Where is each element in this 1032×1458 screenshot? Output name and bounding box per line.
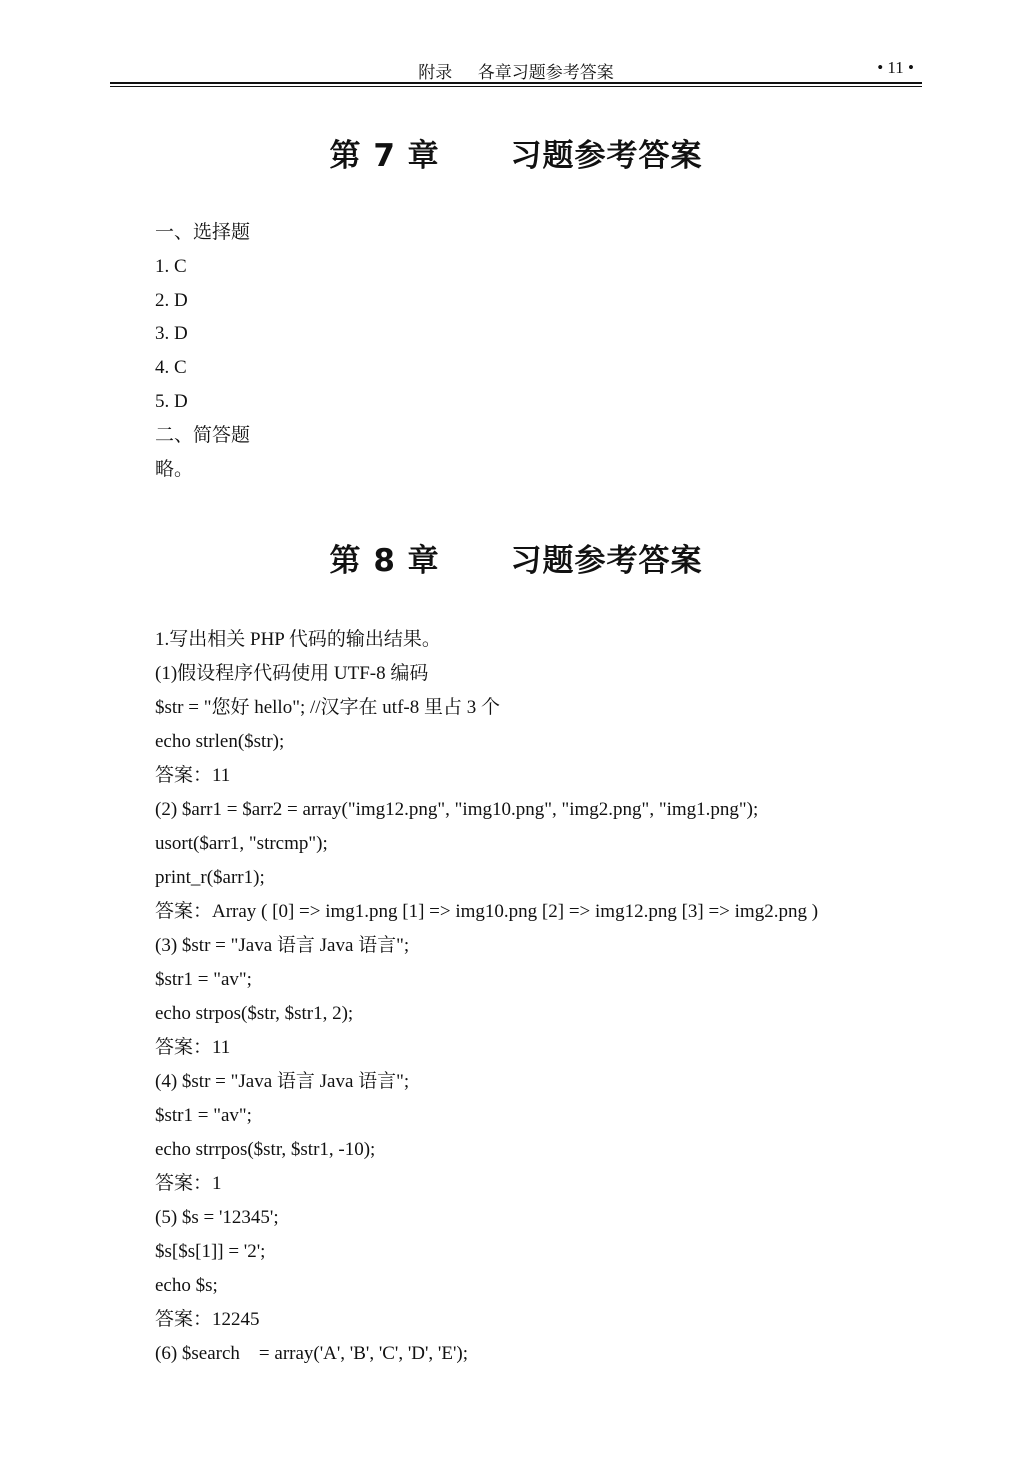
ch8-code-line: $str1 = "av";: [155, 969, 252, 990]
ch7-section-choice-heading: 一、选择题: [155, 222, 251, 243]
ch8-question-heading: 1.写出相关 PHP 代码的输出结果。: [155, 629, 441, 650]
header-rule-thin: [110, 86, 922, 87]
ch8-code-line: echo strrpos($str, $str1, -10);: [155, 1139, 376, 1160]
ch8-code-line: print_r($arr1);: [155, 867, 265, 888]
ch7-answer-2: 2. D: [155, 290, 188, 311]
ch8-code-line: (5) $s = '12345';: [155, 1207, 279, 1228]
ch8-code-line: usort($arr1, "strcmp");: [155, 833, 328, 854]
ch8-code-line: (6) $search = array('A', 'B', 'C', 'D', 'E');: [155, 1343, 468, 1364]
ch8-code-line: $s[$s[1]] = '2';: [155, 1241, 266, 1262]
ch7-answer-5: 5. D: [155, 391, 188, 412]
ch8-answer-line: 答案：1: [155, 1173, 222, 1194]
chapter-8-title: 第 8 章 习题参考答案: [329, 543, 703, 579]
ch8-code-line: (3) $str = "Java 语言 Java 语言";: [155, 935, 410, 956]
ch8-answer-line: 答案：11: [155, 765, 231, 786]
page-number: • 11 •: [877, 58, 914, 77]
ch8-answer-line: 答案：12245: [155, 1309, 260, 1330]
running-header-title: 附录 各章习题参考答案: [418, 63, 614, 82]
chapter-7-title: 第 7 章 习题参考答案: [329, 138, 703, 174]
ch8-code-line: (2) $arr1 = $arr2 = array("img12.png", "img10.png", "img2.png", "img1.png");: [155, 799, 759, 820]
ch7-answer-3: 3. D: [155, 323, 188, 344]
ch8-code-line: echo $s;: [155, 1275, 218, 1296]
ch8-answer-line: 答案：11: [155, 1037, 231, 1058]
ch8-code-line: echo strlen($str);: [155, 731, 285, 752]
ch7-short-answer-text: 略。: [155, 459, 194, 480]
ch8-code-line: $str1 = "av";: [155, 1105, 252, 1126]
ch8-code-line: (4) $str = "Java 语言 Java 语言";: [155, 1071, 410, 1092]
ch7-answer-4: 4. C: [155, 357, 187, 378]
ch7-section-short-answer-heading: 二、简答题: [155, 425, 251, 446]
header-rule-thick: [110, 82, 922, 84]
ch7-answer-1: 1. C: [155, 256, 187, 277]
ch8-code-line: $str = "您好 hello"; //汉字在 utf-8 里占 3 个: [155, 697, 500, 718]
running-header: [110, 58, 922, 82]
ch8-item-1-intro: (1)假设程序代码使用 UTF-8 编码: [155, 663, 429, 684]
ch8-code-line: echo strpos($str, $str1, 2);: [155, 1003, 354, 1024]
ch8-answer-line: 答案：Array ( [0] => img1.png [1] => img10.png [2] => img12.png [3] => img2.png ): [155, 901, 819, 922]
